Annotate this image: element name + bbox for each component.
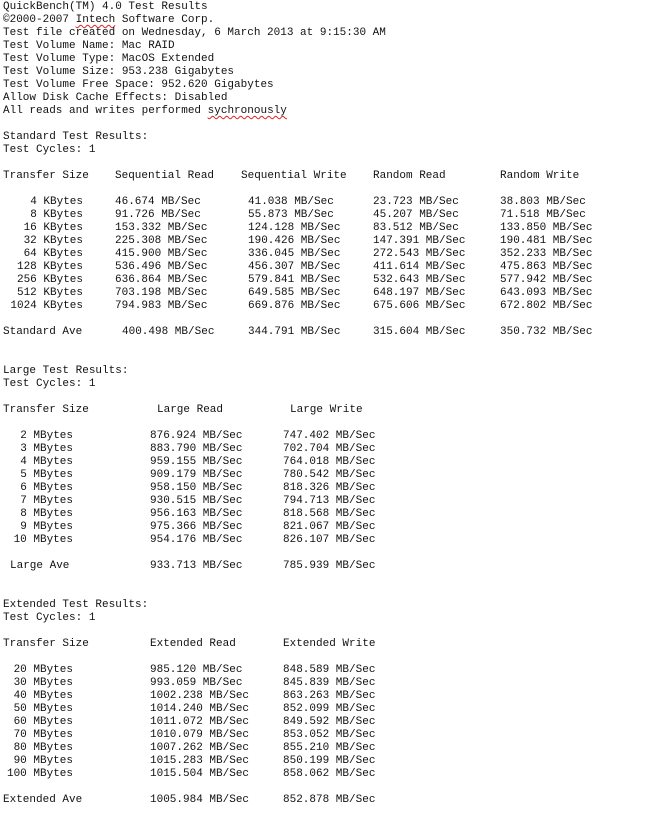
- throughput-cell: 456.307 MB/Sec: [248, 261, 341, 273]
- throughput-cell: 845.839 MB/Sec: [283, 677, 376, 689]
- column-header: Extended Read: [150, 638, 236, 650]
- throughput-cell: 1007.262 MB/Sec: [150, 742, 250, 754]
- throughput-cell: 45.207 MB/Sec: [373, 209, 459, 221]
- column-header: Extended Write: [283, 638, 376, 650]
- throughput-cell: 703.198 MB/Sec: [115, 287, 208, 299]
- average-value: 785.939 MB/Sec: [283, 560, 376, 572]
- throughput-cell: 954.176 MB/Sec: [150, 534, 243, 546]
- throughput-cell: 124.128 MB/Sec: [248, 222, 341, 234]
- throughput-cell: 272.543 MB/Sec: [373, 248, 466, 260]
- table-row: [3, 443, 654, 456]
- average-value: 933.713 MB/Sec: [150, 560, 243, 572]
- volume-free-line: Test Volume Free Space: 952.620 Gigabytes: [3, 79, 274, 91]
- throughput-cell: 855.210 MB/Sec: [283, 742, 376, 754]
- io-mode-prefix: All reads and writes performed: [3, 105, 202, 117]
- throughput-cell: 225.308 MB/Sec: [115, 235, 208, 247]
- throughput-cell: 747.402 MB/Sec: [283, 430, 376, 442]
- transfer-size-cell: 8 MBytes: [20, 508, 73, 520]
- transfer-size-cell: 6 MBytes: [20, 482, 73, 494]
- average-label: Extended Ave: [3, 794, 83, 806]
- transfer-size-cell: 128 KBytes: [16, 261, 83, 273]
- table-row: [3, 300, 654, 313]
- throughput-cell: 985.120 MB/Sec: [150, 664, 243, 676]
- throughput-cell: 975.366 MB/Sec: [150, 521, 243, 533]
- transfer-size-cell: 8 KBytes: [30, 209, 83, 221]
- transfer-size-cell: 5 MBytes: [20, 469, 73, 481]
- transfer-size-cell: 90 MBytes: [13, 755, 73, 767]
- average-value: 1005.984 MB/Sec: [150, 794, 250, 806]
- report-title: QuickBench(TM) 4.0 Test Results: [3, 1, 208, 13]
- transfer-size-cell: 2 MBytes: [20, 430, 73, 442]
- transfer-size-cell: 64 KBytes: [23, 248, 83, 260]
- throughput-cell: 133.850 MB/Sec: [500, 222, 593, 234]
- throughput-cell: 858.062 MB/Sec: [283, 768, 376, 780]
- throughput-cell: 930.515 MB/Sec: [150, 495, 243, 507]
- transfer-size-cell: 1024 KBytes: [10, 300, 83, 312]
- standard-test-cycles: Test Cycles: 1: [3, 144, 96, 156]
- transfer-size-cell: 256 KBytes: [16, 274, 83, 286]
- transfer-size-cell: 4 MBytes: [20, 456, 73, 468]
- transfer-size-cell: 32 KBytes: [23, 235, 83, 247]
- table-row: [3, 209, 654, 222]
- average-label: Large Ave: [10, 560, 70, 572]
- table-row: [3, 261, 654, 274]
- company-name-word: Intech: [75, 14, 116, 26]
- throughput-cell: 648.197 MB/Sec: [373, 287, 466, 299]
- transfer-size-cell: 40 MBytes: [13, 690, 73, 702]
- standard-section-title: Standard Test Results:: [3, 131, 149, 143]
- throughput-cell: 336.045 MB/Sec: [248, 248, 341, 260]
- table-row: [3, 690, 654, 703]
- throughput-cell: 46.674 MB/Sec: [115, 196, 201, 208]
- throughput-cell: 643.093 MB/Sec: [500, 287, 593, 299]
- created-line: Test file created on Wednesday, 6 March 2013 at 9:15:30 AM: [3, 27, 386, 39]
- throughput-cell: 850.199 MB/Sec: [283, 755, 376, 767]
- throughput-cell: 849.592 MB/Sec: [283, 716, 376, 728]
- throughput-cell: 532.643 MB/Sec: [373, 274, 466, 286]
- throughput-cell: 71.518 MB/Sec: [500, 209, 586, 221]
- column-header: Large Read: [157, 404, 224, 416]
- table-row: [3, 716, 654, 729]
- throughput-cell: 83.512 MB/Sec: [373, 222, 459, 234]
- standard-average-row: [3, 326, 654, 339]
- throughput-cell: 636.864 MB/Sec: [115, 274, 208, 286]
- table-row: [3, 482, 654, 495]
- disk-cache-line: Allow Disk Cache Effects: Disabled: [3, 92, 228, 104]
- throughput-cell: 41.038 MB/Sec: [248, 196, 334, 208]
- throughput-cell: 672.802 MB/Sec: [500, 300, 593, 312]
- table-row: [3, 469, 654, 482]
- table-row: [3, 196, 654, 209]
- throughput-cell: 909.179 MB/Sec: [150, 469, 243, 481]
- throughput-cell: 675.606 MB/Sec: [373, 300, 466, 312]
- average-label: Standard Ave: [3, 326, 83, 338]
- transfer-size-cell: 50 MBytes: [13, 703, 73, 715]
- transfer-size-cell: 70 MBytes: [13, 729, 73, 741]
- average-value: 315.604 MB/Sec: [373, 326, 466, 338]
- average-value: 400.498 MB/Sec: [122, 326, 215, 338]
- transfer-size-cell: 3 MBytes: [20, 443, 73, 455]
- table-row: [3, 521, 654, 534]
- table-row: [3, 495, 654, 508]
- throughput-cell: 853.052 MB/Sec: [283, 729, 376, 741]
- throughput-cell: 794.713 MB/Sec: [283, 495, 376, 507]
- throughput-cell: 577.942 MB/Sec: [500, 274, 593, 286]
- column-header: Transfer Size: [3, 404, 89, 416]
- copyright-line: [3, 14, 654, 27]
- throughput-cell: 958.150 MB/Sec: [150, 482, 243, 494]
- throughput-cell: 1002.238 MB/Sec: [150, 690, 250, 702]
- transfer-size-cell: 512 KBytes: [16, 287, 83, 299]
- transfer-size-cell: 10 MBytes: [13, 534, 73, 546]
- throughput-cell: 1011.072 MB/Sec: [150, 716, 250, 728]
- transfer-size-cell: 100 MBytes: [6, 768, 73, 780]
- column-header: Random Write: [500, 170, 580, 182]
- table-row: [3, 534, 654, 547]
- throughput-cell: 993.059 MB/Sec: [150, 677, 243, 689]
- throughput-cell: 669.876 MB/Sec: [248, 300, 341, 312]
- table-row: [3, 248, 654, 261]
- copyright-years: ©2000-2007: [3, 14, 70, 26]
- throughput-cell: 876.924 MB/Sec: [150, 430, 243, 442]
- column-header: Large Write: [290, 404, 363, 416]
- throughput-cell: 959.155 MB/Sec: [150, 456, 243, 468]
- throughput-cell: 702.704 MB/Sec: [283, 443, 376, 455]
- throughput-cell: 794.983 MB/Sec: [115, 300, 208, 312]
- transfer-size-cell: 30 MBytes: [13, 677, 73, 689]
- throughput-cell: 23.723 MB/Sec: [373, 196, 459, 208]
- throughput-cell: 352.233 MB/Sec: [500, 248, 593, 260]
- table-row: [3, 664, 654, 677]
- throughput-cell: 475.863 MB/Sec: [500, 261, 593, 273]
- table-row: [3, 742, 654, 755]
- throughput-cell: 649.585 MB/Sec: [248, 287, 341, 299]
- throughput-cell: 1010.079 MB/Sec: [150, 729, 250, 741]
- table-row: [3, 430, 654, 443]
- table-row: [3, 508, 654, 521]
- standard-header-row: [3, 170, 654, 183]
- average-value: 350.732 MB/Sec: [500, 326, 593, 338]
- volume-type-line: Test Volume Type: MacOS Extended: [3, 53, 215, 65]
- table-row: [3, 729, 654, 742]
- throughput-cell: 190.481 MB/Sec: [500, 235, 593, 247]
- table-row: [3, 274, 654, 287]
- column-header: Sequential Read: [115, 170, 215, 182]
- throughput-cell: 153.332 MB/Sec: [115, 222, 208, 234]
- average-value: 852.878 MB/Sec: [283, 794, 376, 806]
- throughput-cell: 863.263 MB/Sec: [283, 690, 376, 702]
- throughput-cell: 536.496 MB/Sec: [115, 261, 208, 273]
- volume-name-line: Test Volume Name: Mac RAID: [3, 40, 175, 52]
- throughput-cell: 1015.283 MB/Sec: [150, 755, 250, 767]
- table-row: [3, 222, 654, 235]
- transfer-size-cell: 60 MBytes: [13, 716, 73, 728]
- column-header: Sequential Write: [241, 170, 347, 182]
- results-sections: [3, 131, 654, 807]
- extended-average-row: [3, 794, 654, 807]
- large-section-title: Large Test Results:: [3, 365, 129, 377]
- transfer-size-cell: 4 KBytes: [30, 196, 83, 208]
- throughput-cell: 818.326 MB/Sec: [283, 482, 376, 494]
- transfer-size-cell: 80 MBytes: [13, 742, 73, 754]
- column-header: Transfer Size: [3, 170, 89, 182]
- table-row: [3, 755, 654, 768]
- table-row: [3, 235, 654, 248]
- volume-size-line: Test Volume Size: 953.238 Gigabytes: [3, 66, 235, 78]
- throughput-cell: 91.726 MB/Sec: [115, 209, 201, 221]
- large-average-row: [3, 560, 654, 573]
- table-row: [3, 703, 654, 716]
- average-value: 344.791 MB/Sec: [248, 326, 341, 338]
- extended-section-title: Extended Test Results:: [3, 599, 149, 611]
- throughput-cell: 415.900 MB/Sec: [115, 248, 208, 260]
- throughput-cell: 55.873 MB/Sec: [248, 209, 334, 221]
- extended-header-row: [3, 638, 654, 651]
- throughput-cell: 821.067 MB/Sec: [283, 521, 376, 533]
- column-header: Transfer Size: [3, 638, 89, 650]
- throughput-cell: 1015.504 MB/Sec: [150, 768, 250, 780]
- transfer-size-cell: 16 KBytes: [23, 222, 83, 234]
- throughput-cell: 411.614 MB/Sec: [373, 261, 466, 273]
- table-row: [3, 677, 654, 690]
- table-row: [3, 456, 654, 469]
- throughput-cell: 818.568 MB/Sec: [283, 508, 376, 520]
- throughput-cell: 38.803 MB/Sec: [500, 196, 586, 208]
- table-row: [3, 287, 654, 300]
- throughput-cell: 852.099 MB/Sec: [283, 703, 376, 715]
- extended-test-cycles: Test Cycles: 1: [3, 612, 96, 624]
- throughput-cell: 956.163 MB/Sec: [150, 508, 243, 520]
- throughput-cell: 848.589 MB/Sec: [283, 664, 376, 676]
- io-mode-line: [3, 105, 654, 118]
- large-test-cycles: Test Cycles: 1: [3, 378, 96, 390]
- throughput-cell: 190.426 MB/Sec: [248, 235, 341, 247]
- table-row: [3, 768, 654, 781]
- transfer-size-cell: 20 MBytes: [13, 664, 73, 676]
- transfer-size-cell: 9 MBytes: [20, 521, 73, 533]
- throughput-cell: 147.391 MB/Sec: [373, 235, 466, 247]
- throughput-cell: 883.790 MB/Sec: [150, 443, 243, 455]
- throughput-cell: 579.841 MB/Sec: [248, 274, 341, 286]
- io-mode-word: sychronously: [207, 105, 287, 117]
- throughput-cell: 780.542 MB/Sec: [283, 469, 376, 481]
- throughput-cell: 826.107 MB/Sec: [283, 534, 376, 546]
- throughput-cell: 1014.240 MB/Sec: [150, 703, 250, 715]
- company-name-rest: Software Corp.: [121, 14, 215, 26]
- large-header-row: [3, 404, 654, 417]
- column-header: Random Read: [373, 170, 446, 182]
- transfer-size-cell: 7 MBytes: [20, 495, 73, 507]
- throughput-cell: 764.018 MB/Sec: [283, 456, 376, 468]
